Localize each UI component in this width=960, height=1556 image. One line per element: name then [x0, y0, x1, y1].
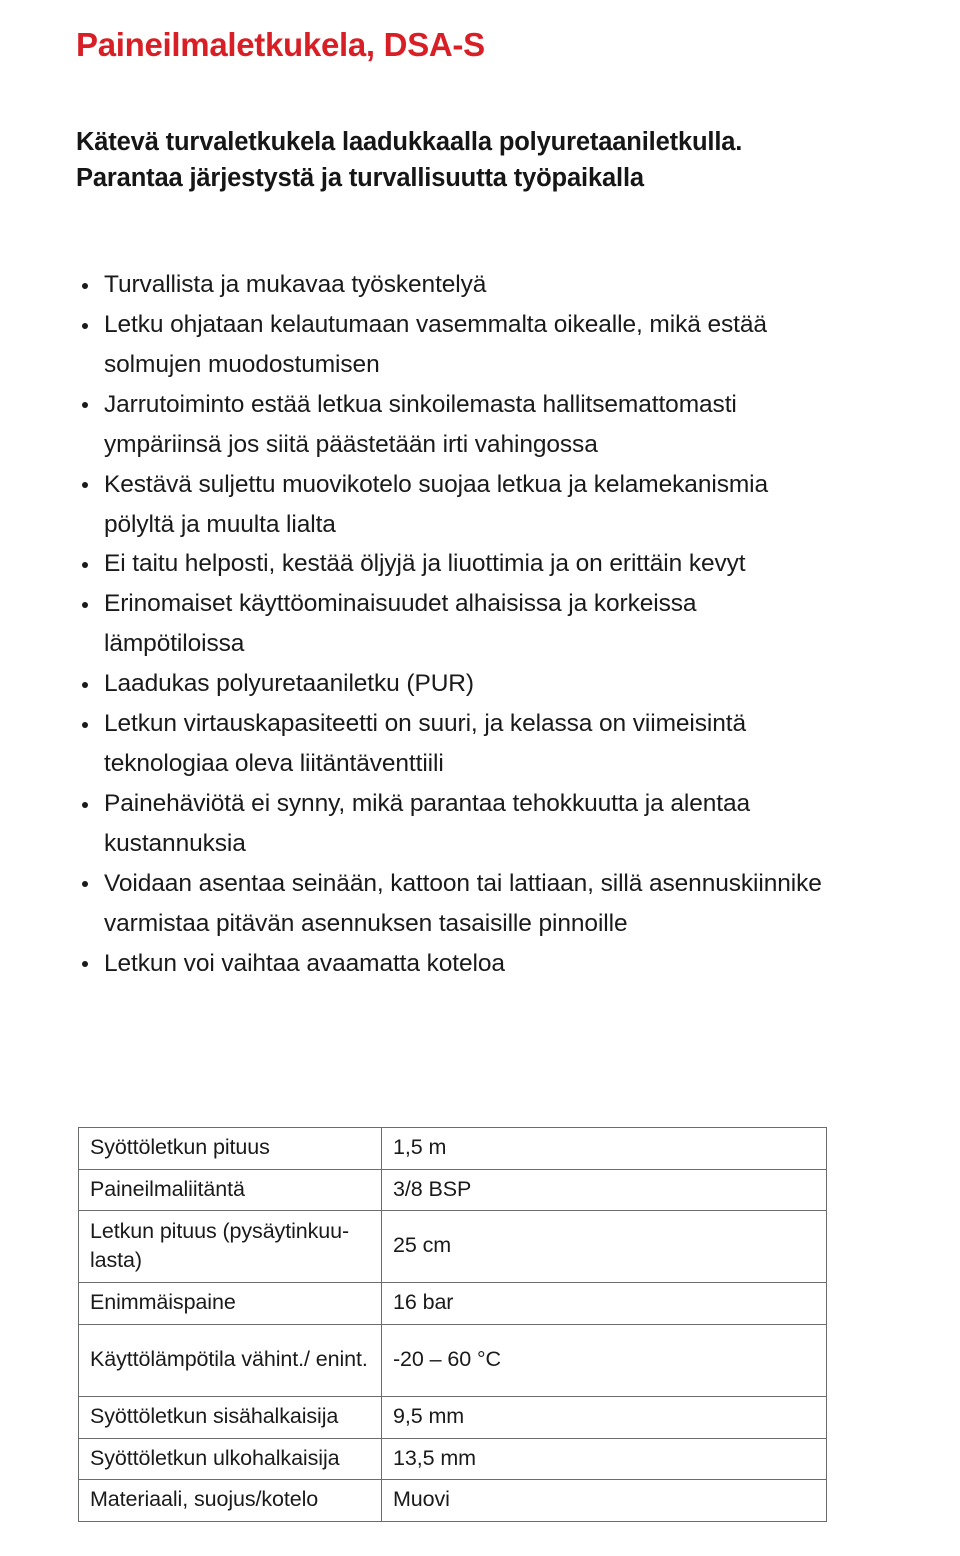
list-item-label: Jarrutoiminto estää letkua sinkoilemasta hallitsemattomasti ympäriinsä jos siitä päästetään irti vahingossa — [104, 390, 737, 458]
spec-value-cell: 9,5 mm — [382, 1396, 827, 1438]
bullet-dot-icon — [82, 602, 88, 608]
list-item — [76, 265, 836, 305]
list-item-label: Turvallista ja mukavaa työskentelyä — [104, 271, 487, 298]
page-title: Paineilmaletkukela, DSA-S — [76, 26, 485, 63]
list-item-label: Painehäviötä ei synny, mikä parantaa tehokkuutta ja alentaa kustannuksia — [104, 789, 751, 857]
list-item — [76, 864, 836, 944]
list-item-label: Letkun virtauskapasiteetti on suuri, ja kelassa on viimeisintä teknologiaa oleva liitäntäventtiili — [104, 710, 747, 778]
bullet-dot-icon — [82, 562, 88, 568]
table-row — [79, 1211, 827, 1283]
bullet-dot-icon — [82, 283, 88, 289]
spec-value-cell: 13,5 mm — [382, 1438, 827, 1480]
list-item-label: Letku ohjataan kelautumaan vasemmalta oikealle, mikä estää solmujen muodostumisen — [104, 310, 767, 378]
spec-label-cell: Syöttöletkun ulkohalkaisija — [79, 1438, 382, 1480]
spec-label-cell: Syöttöletkun pituus — [79, 1128, 382, 1170]
list-item — [76, 584, 836, 664]
list-item — [76, 944, 836, 984]
list-item-label: Erinomaiset käyttöominaisuudet alhaisissa ja korkeissa lämpötiloissa — [104, 590, 697, 658]
list-item — [76, 704, 836, 784]
table-row — [79, 1128, 827, 1170]
table-row — [79, 1169, 827, 1211]
bullet-dot-icon — [82, 881, 88, 887]
list-item — [76, 784, 836, 864]
spec-value-cell: 25 cm — [382, 1211, 827, 1283]
bullet-dot-icon — [82, 682, 88, 688]
spec-value-cell: 1,5 m — [382, 1128, 827, 1170]
list-item-label: Voidaan asentaa seinään, kattoon tai lattiaan, sillä asennuskiinnike varmistaa pitävän asennuksen tasaisille pinnoille — [104, 869, 822, 937]
spec-value-cell: 16 bar — [382, 1283, 827, 1325]
list-item-label: Letkun voi vaihtaa avaamatta koteloa — [104, 949, 505, 977]
spec-label-cell: Käyttölämpötila vähint./ enint. — [79, 1324, 382, 1396]
spec-label-cell: Syöttöletkun sisähalkaisija — [79, 1396, 382, 1438]
bullet-dot-icon — [82, 961, 88, 967]
spec-label-cell: Enimmäispaine — [79, 1283, 382, 1325]
spec-value-cell: -20 – 60 °C — [382, 1324, 827, 1396]
table-row — [79, 1480, 827, 1522]
list-item — [76, 544, 836, 584]
bullet-dot-icon — [82, 482, 88, 488]
list-item-label: Kestävä suljettu muovikotelo suojaa letkua ja kelamekanismia pölyltä ja muulta lialta — [104, 470, 769, 538]
bullet-dot-icon — [82, 402, 88, 408]
bullet-dot-icon — [82, 722, 88, 728]
spec-label-cell: Paineilmaliitäntä — [79, 1169, 382, 1211]
spec-value-cell: 3/8 BSP — [382, 1169, 827, 1211]
spec-label-cell: Letkun pituus (pysäytinkuu-lasta) — [79, 1211, 382, 1283]
spec-value-cell: Muovi — [382, 1480, 827, 1522]
product-subtitle: Kätevä turvaletkukela laadukkaalla polyuretaaniletkulla. Parantaa järjestystä ja turvallisuutta työpaikalla — [76, 128, 743, 193]
table-row — [79, 1324, 827, 1396]
list-item-label: Ei taitu helposti, kestää öljyjä ja liuottimia ja on erittäin kevyt — [104, 550, 746, 578]
table-row — [79, 1283, 827, 1325]
list-item — [76, 465, 836, 545]
list-item — [76, 305, 836, 385]
specifications-table-container — [78, 1127, 784, 1522]
table-row — [79, 1396, 827, 1438]
list-item — [76, 385, 836, 465]
bullet-dot-icon — [82, 323, 88, 329]
specifications-table-body — [79, 1128, 827, 1522]
feature-list — [76, 265, 836, 984]
bullet-dot-icon — [82, 802, 88, 808]
specifications-table — [78, 1127, 827, 1522]
spec-label-cell: Materiaali, suojus/kotelo — [79, 1480, 382, 1522]
table-row — [79, 1438, 827, 1480]
list-item — [76, 664, 836, 704]
list-item-label: Laadukas polyuretaaniletku (PUR) — [104, 670, 474, 698]
